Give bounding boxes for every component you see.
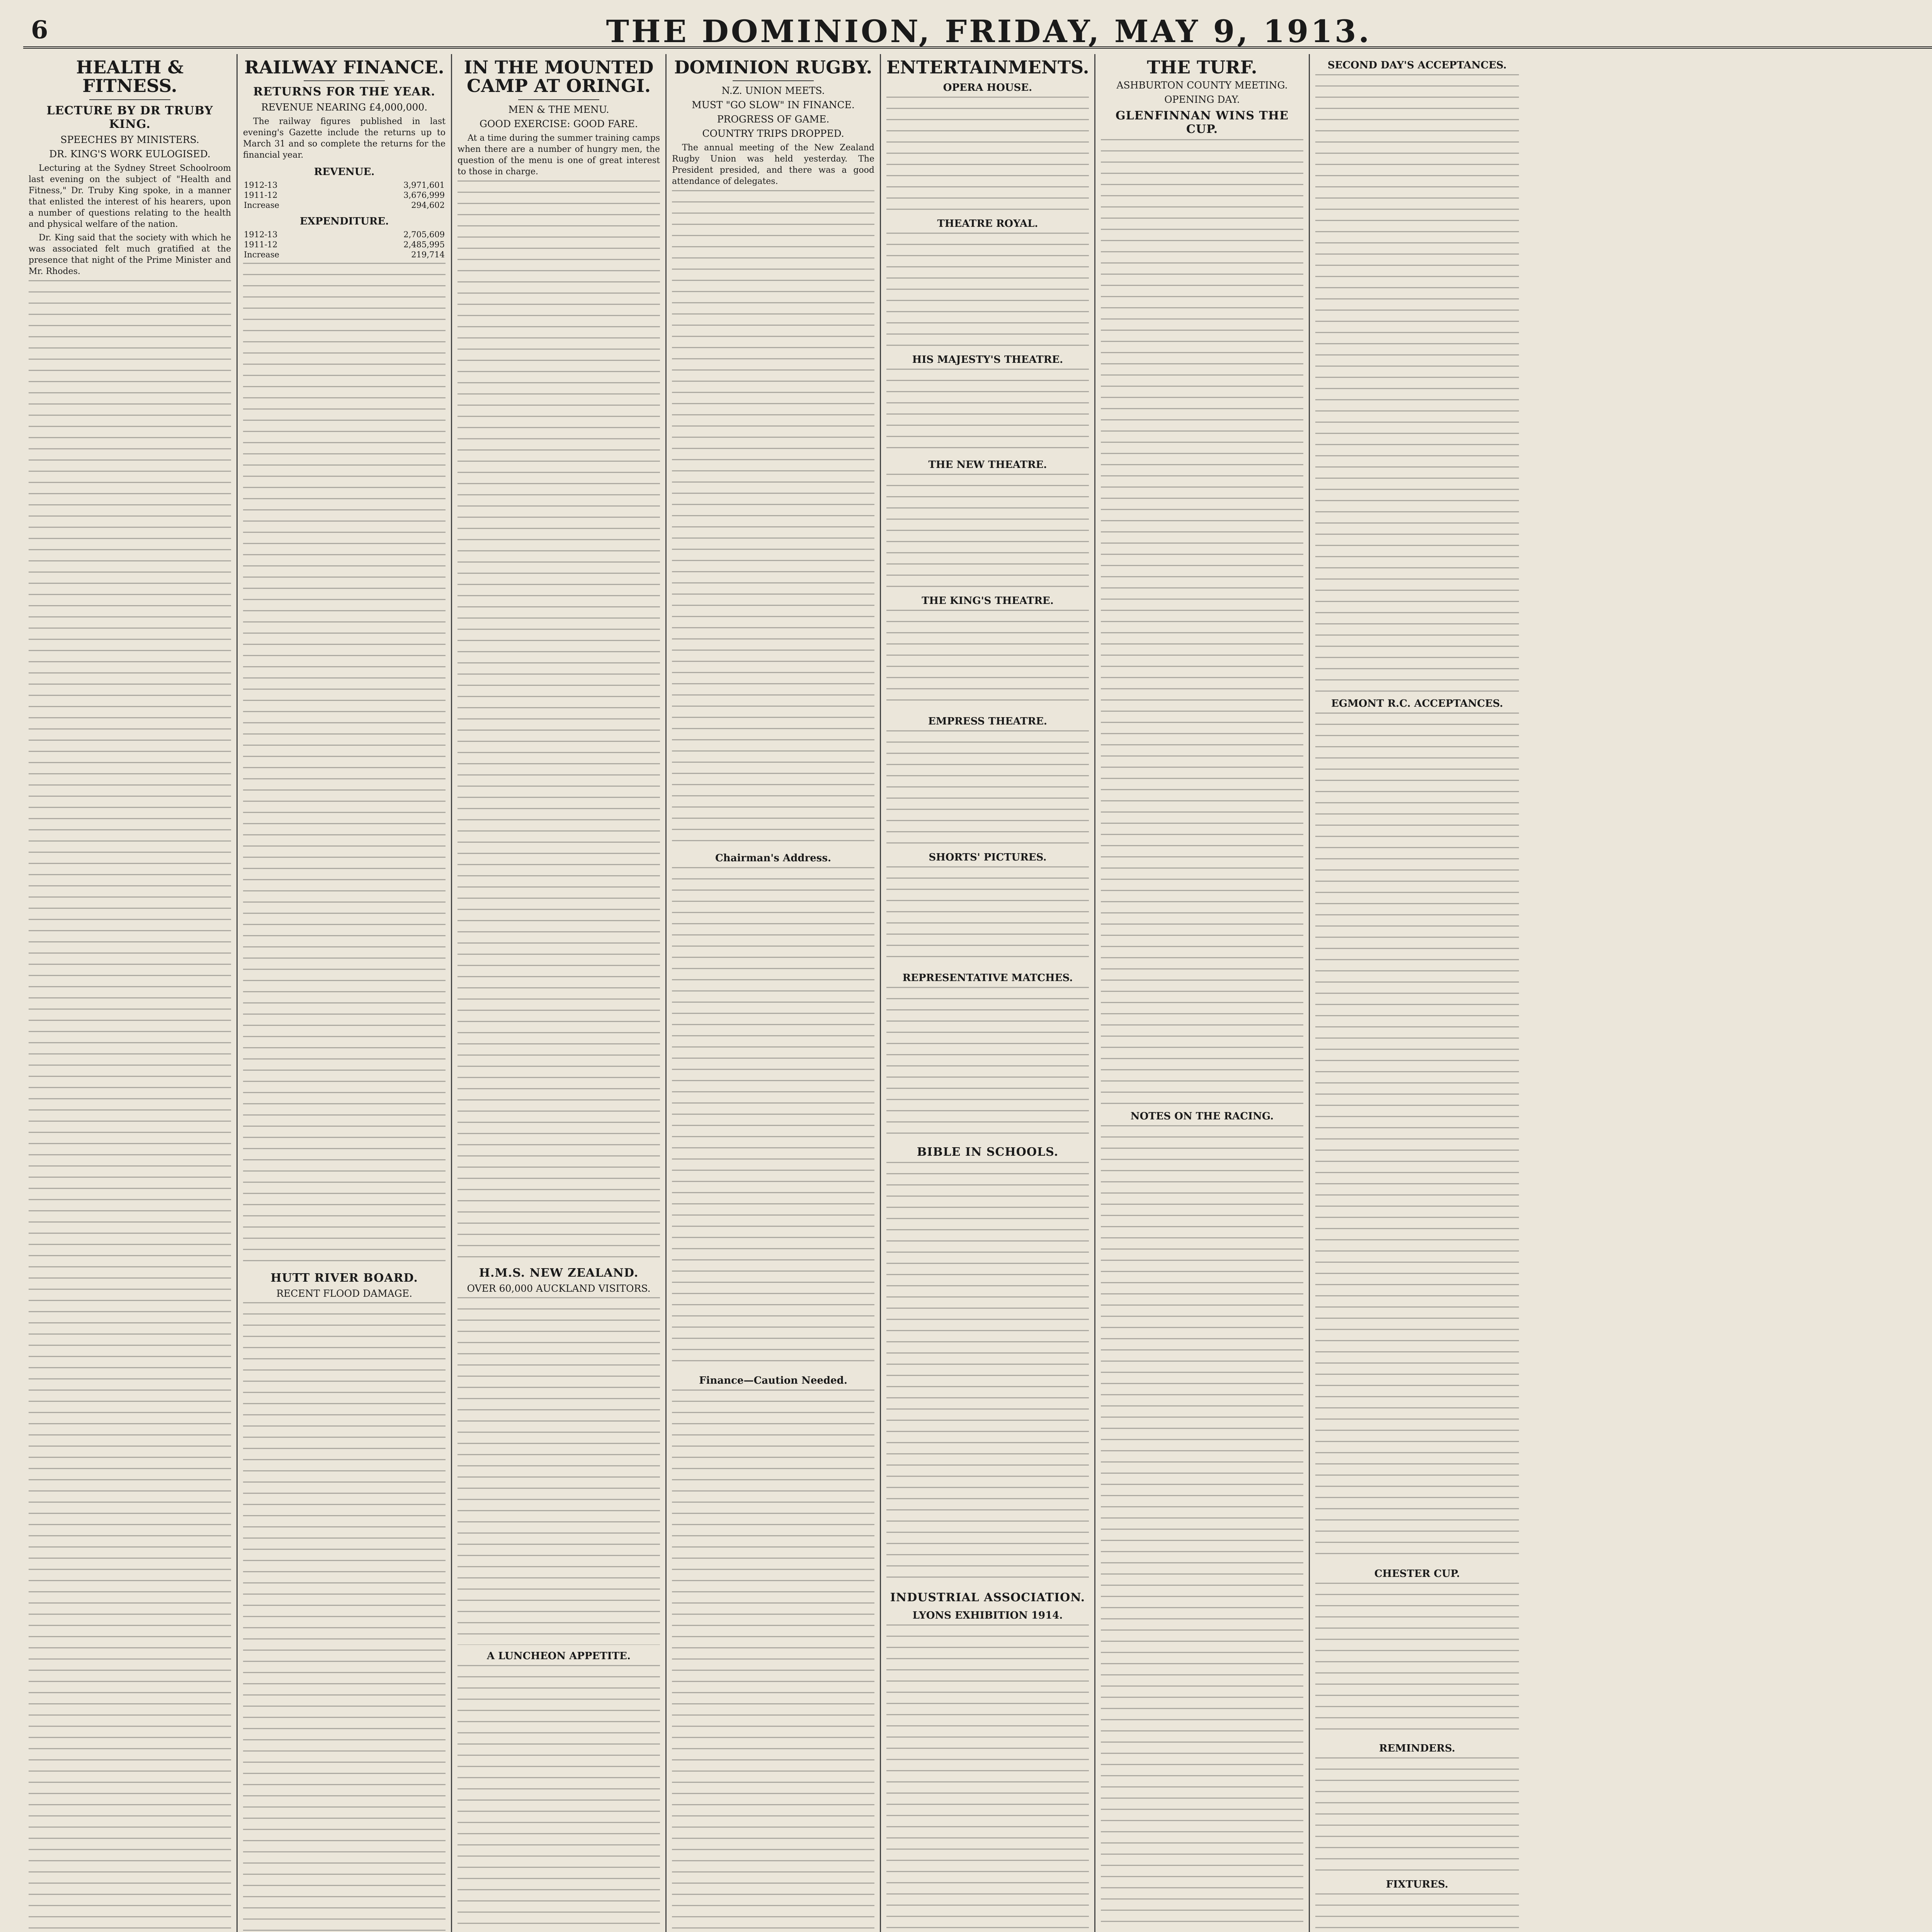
divider [89, 99, 170, 100]
masthead [23, 12, 1932, 49]
body-text-block [886, 97, 1089, 213]
railway-subheading: RETURNS FOR THE YEAR. [253, 85, 435, 99]
turf-heading: THE TURF. [1147, 57, 1257, 78]
body-text-block [1315, 1757, 1519, 1873]
columns [23, 54, 1932, 1932]
camp-subheading-2: GOOD EXERCISE: GOOD FARE. [479, 118, 638, 129]
body-text-block [1315, 713, 1519, 1563]
body-text-block [457, 1297, 660, 1645]
body-text-block [886, 866, 1089, 967]
body-text-block [886, 730, 1089, 846]
body-text-block [886, 233, 1089, 349]
table-row: 1911-12 3,676,999 [244, 190, 445, 200]
egmont-heading: EGMONT R.C. ACCEPTANCES. [1331, 698, 1503, 709]
health-subheading-3: DR. KING'S WORK EULOGISED. [49, 148, 211, 160]
rugby-subheading-2: MUST "GO SLOW" IN FINANCE. [692, 99, 855, 111]
body-text-block [243, 1302, 446, 1932]
industrial-heading: INDUSTRIAL ASSOCIATION. [890, 1591, 1085, 1605]
acceptances-heading: SECOND DAY'S ACCEPTANCES. [1327, 60, 1507, 71]
body-text-block [29, 280, 231, 1932]
table-row: 1912-13 2,705,609 [244, 230, 445, 240]
body-text-block [672, 867, 874, 1369]
newspaper-title: THE DOMINION, FRIDAY, MAY 9, 1913. [606, 13, 1372, 49]
camp-subheading: MEN & THE MENU. [508, 104, 609, 115]
column-7 [1310, 54, 1524, 1932]
body-text-block [1101, 1125, 1303, 1932]
camp-heading: IN THE MOUNTED CAMP AT ORINGI. [464, 57, 654, 97]
body-text-block [886, 1624, 1089, 1932]
body-text-block [886, 610, 1089, 710]
divider [733, 80, 814, 81]
racing-notes-heading: NOTES ON THE RACING. [1130, 1111, 1274, 1122]
opera-house-heading: OPERA HOUSE. [943, 82, 1032, 94]
divider [518, 99, 599, 100]
theatre-royal-heading: THEATRE ROYAL. [937, 218, 1038, 230]
page-number: 6 [31, 15, 48, 44]
lyons-heading: LYONS EXHIBITION 1914. [912, 1610, 1063, 1622]
divider [304, 80, 385, 81]
health-paragraph-2: Dr. King said that the society with which he was associated felt much gratified at the presence that night of the Prime Minister and Mr. Rhodes. [29, 233, 231, 276]
reminders-heading: REMINDERS. [1379, 1743, 1455, 1754]
column-2 [238, 54, 452, 1932]
rugby-subheading: N.Z. UNION MEETS. [721, 85, 825, 97]
rugby-paragraph: The annual meeting of the New Zealand Rugby Union was held yesterday. The President presided, and there was a good attendance of delegates. [672, 143, 874, 187]
railway-subheading-2: REVENUE NEARING £4,000,000. [261, 102, 428, 113]
table-row: Increase 219,714 [244, 250, 445, 260]
entertainments-heading: ENTERTAINMENTS. [886, 57, 1089, 78]
body-text-block [672, 190, 874, 847]
body-text-block [1315, 74, 1519, 692]
table-row: Increase 294,602 [244, 201, 445, 210]
kings-theatre-heading: THE KING'S THEATRE. [922, 595, 1054, 607]
turf-subheading-2: OPENING DAY. [1164, 94, 1240, 105]
expenditure-table [243, 230, 446, 260]
health-subheading: LECTURE BY DR TRUBY KING. [46, 104, 213, 131]
body-text-block [1101, 139, 1303, 1105]
navy-subheading: OVER 60,000 AUCKLAND VISITORS. [467, 1282, 651, 1294]
body-text-block [886, 987, 1089, 1141]
body-text-block [1315, 1893, 1519, 1932]
turf-subheading-3: GLENFINNAN WINS THE CUP. [1115, 109, 1289, 136]
revenue-table [243, 180, 446, 210]
expenditure-title: EXPENDITURE. [299, 216, 389, 228]
body-text-block [457, 1665, 660, 1932]
table-row: 1912-13 3,971,601 [244, 180, 445, 190]
fixtures-heading: FIXTURES. [1386, 1879, 1449, 1890]
lunch-heading: A LUNCHEON APPETITE. [487, 1650, 631, 1662]
hutt-heading: HUTT RIVER BOARD. [270, 1271, 418, 1285]
body-text-block [886, 1162, 1089, 1587]
body-text-block [1315, 1583, 1519, 1737]
column-5 [881, 54, 1095, 1932]
new-theatre-heading: THE NEW THEATRE. [928, 459, 1047, 471]
turf-subheading: ASHBURTON COUNTY MEETING. [1116, 80, 1288, 91]
bible-heading: BIBLE IN SCHOOLS. [917, 1145, 1059, 1159]
column-3 [452, 54, 667, 1932]
finance-heading: Finance—Caution Needed. [699, 1375, 847, 1387]
his-majestys-heading: HIS MAJESTY'S THEATRE. [912, 354, 1063, 366]
empress-theatre-heading: EMPRESS THEATRE. [928, 716, 1047, 728]
health-heading: HEALTH & FITNESS. [76, 57, 184, 97]
representative-heading: REPRESENTATIVE MATCHES. [902, 972, 1073, 984]
chairman-heading: Chairman's Address. [715, 852, 832, 864]
body-text-block [672, 1389, 874, 1932]
rugby-subheading-3: PROGRESS OF GAME. [717, 114, 830, 125]
column-6 [1095, 54, 1310, 1932]
navy-heading: H.M.S. NEW ZEALAND. [479, 1266, 639, 1280]
table-row: 1911-12 2,485,995 [244, 240, 445, 250]
rugby-subheading-4: COUNTRY TRIPS DROPPED. [702, 128, 844, 139]
body-text-block [243, 263, 446, 1267]
health-subheading-2: SPEECHES BY MINISTERS. [60, 134, 199, 145]
railway-heading: RAILWAY FINANCE. [244, 57, 444, 78]
column-1 [23, 54, 238, 1932]
body-text-block [886, 369, 1089, 454]
revenue-title: REVENUE. [314, 166, 375, 178]
camp-paragraph: At a time during the summer training camps when there are a number of hungry men, the question of the menu is one of great interest to those in charge. [457, 133, 660, 177]
health-paragraph-1: Lecturing at the Sydney Street Schoolroom last evening on the subject of "Health and Fitness," Dr. Truby King spoke, in a manner that enlisted the interest of his hearers, upon a number of questions relating to the health and physical welfare of the nation. [29, 163, 231, 229]
column-4 [667, 54, 881, 1932]
rugby-heading: DOMINION RUGBY. [674, 57, 872, 78]
body-text-block [886, 474, 1089, 590]
railway-paragraph: The railway figures published in last evening's Gazette include the returns up to March 31 and so complete the returns for the financial year. [243, 117, 446, 160]
hutt-subheading: RECENT FLOOD DAMAGE. [276, 1288, 412, 1299]
body-text-block [457, 180, 660, 1262]
chester-cup-heading: CHESTER CUP. [1374, 1568, 1460, 1580]
shorts-pictures-heading: SHORTS' PICTURES. [929, 852, 1047, 864]
